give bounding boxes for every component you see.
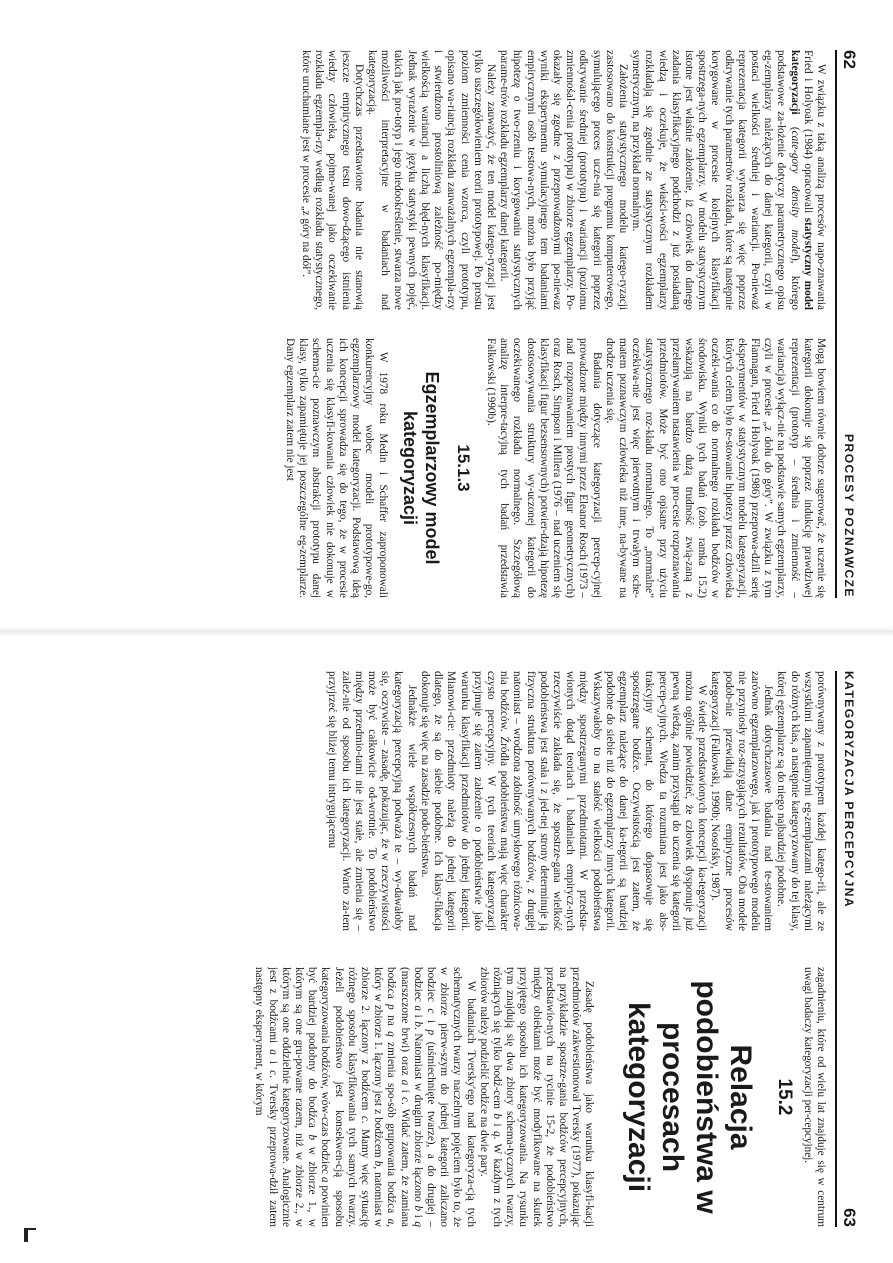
paragraph: Zasadę podobieństwa jako warunku klasyfi-kacji przedmiotów zakwestionował Tversky (1977), pokazując na przykładzie spostrze-gania bodźców percepcyjnych, przedstawio-nych na rycinie 15-2, że podobieństwo między obiektami może być modyfikowane na skutek przyjętego sposobu ich kategoryzowania. Na rysunku tym znajdują się dwa zbiory schema-tycznych twarzy, różniących się tylko bodź-cem b i q. W każdym z tych zbiorów należy podzielić bodźce na dwie pary. [477, 967, 596, 1227]
section-number: 15.2 [773, 1078, 795, 1116]
left-page-column-2 [21, 338, 827, 598]
running-title-left: PROCESY POZNAWCZE [842, 434, 856, 598]
paragraph: porównywany z prototypem każdej katego-rii, ale ze wszystkimi zapamiętanymi eg-zemplarzami należącymi do różnych klas, a następnie kategoryzowany do tej klasy, której egzemplarze są do niego najbardziej podobne. [775, 671, 827, 931]
running-title-right: KATEGORYZACJA PERCEPCYJNA [842, 671, 856, 909]
section-heading [621, 967, 795, 1227]
right-page-column-1 [21, 671, 827, 931]
right-page [0, 637, 893, 1263]
paragraph: W związku z taką analizą procesów napo-znawania Fried i Holyoak (1984) opracowali statystyczny model kategoryzacji (cate-gory density model), którego podstawowe za-łożenie dotyczy parametrycznego opisu eg-zemplarzy należących do danej kategorii, czyli w postaci wielkości średniej i wariancji. Po-nieważ reprezentacja kategorii wytwarza się więc poprzez odkrywanie tych parametrów rozkładu, które są następnie korygowane w procesie kolejnych klasyfikacji spostrzega-nych egzemplarzy. W modelu statystycznym istotne jest właśnie założenie, iż człowiek do danego zadania klasyfikacyjnego podchodzi z już posiadaną wiedzą i oczekuje, że właści-wości egzemplarzy rozkładają się zgodnie ze statystycznym rozkładem symetrycznym, na przykład normalnym. [630, 50, 827, 310]
section-title: Relacja podobieństwa w procesach kategoryzacji [622, 980, 758, 1214]
right-page-column-2 [21, 967, 827, 1227]
paragraph: Dotychczas przedstawione badania nie stanowią jeszcze empirycznego testu dowo-dzącego istnienia wiedzy człowieka, pojmo-wanej jako oczekiwanie rozkładu egzempla-rzy według rozkładu statystycznego, które uruchamiane jest w procesie „z góry na dół”. [300, 50, 365, 310]
scan-artifact [24, 1228, 28, 1242]
page-number-left: 62 [840, 50, 859, 69]
paragraph: Badania dotyczące kategoryzacji percep-cyjnej prowadzone między innymi przez Eleanor Rosch (1973 – nad rozpoznawaniem prostych figur geometrycznych) oraz Rosch, Simpson i Millera (1976 – nad uczeniem się klasyfikacji figur bezsensownych) potwier-dzają hipotezę dostosowywania struktury wy-uczonej kategorii do oczekiwanego rozkładu normalnego. Szczegółową analizę interpre-tacyjną tych badań przedstawia Falkowski (1990b). [484, 338, 603, 598]
paragraph: Założenia statystycznego modelu katego-ryzacji zastosowano do konstrukcji programu komputerowego, symulującego proces ucze-nia się kategorii poprzez odkrywanie średniej (prototypu) i wariancji (poziomu zmiennośal-cenia prototypu) w zbiorze egzemplarzy. Po-okazały się zgodne z przeprowadzonymi po-niewaz wyniki eksperymentu symulacyjnego tem badaniami empirycznymi osób testowa-nych, można było przyjąć hipotezę o two-rzeniu i korygowaniu statystycznych parame-trów rozkładu egzemplarzy danej kategorii. [498, 50, 629, 310]
running-head-left [835, 50, 859, 598]
paragraph: Mogą bowiem równie dobrze sugerować, że uczenie się kategorii dokonuje się poprzez indukcję prawdziwej reprezentacji (prototyp – średnia i zmienność – wariancja) wyłącz-nie na podstawie samych egzemplarzy, czyli w procesie „z dołu do góry”. W związku z tym Flannagan, Fried i Holyoak (1986) przeprowa-dzili serię eksperymentów w statystycznym modelu kategoryzacji, których celem było te-stowanie hipotezy przez człowieka oczeki-wania co do normalnego rozkładu bodźców w środowisku. Wyniki tych badań (zob. ramka 15.2) wskazują na bardzo dużą trudność zwią-zaną z przełamywaniem nastawienia w pro-cesie rozpoznawania przedmiotów. Może być ono opisane przy użyciu statystycznego roz-kładu normalnego. To „normalne” oczekiwa-nie jest więc pierwotnym i trwałym sche-matem poznawczym człowieka niż inne, na-bywane na drodze uczenia się. [603, 338, 827, 598]
left-page-column-1 [21, 50, 827, 310]
paragraph: zagadnieniu, które od wielu lat znajduje się w centrum uwagi badaczy kategoryzacji per-cepcyjnej. [801, 967, 827, 1227]
paragraph: W 1978 roku Medin i Schaffer zaproponowali konkurencyjny wobec modeli prototypowe-go, egzemplarzowy model kategoryzacji. Podstawową ideą ich koncepcji sprowadza się do tego, że w procesie uczenia się klasyfi-kowania człowiek nie dokonuje w schema-cie poznawczym abstrakcji prototypu danej klasy, tylko zapamiętuje jej poszczególne eg-zemplarze. Dany egzemplarz zatem nie jest [284, 338, 389, 598]
page-number-right: 63 [840, 1208, 859, 1227]
paragraph: W badaniach Tversky'ego nad kategoryza-cją tych schematycznych twarzy naczelnym pojęciem było to, że w zbiorze pierw-szym do jednej kategorii zaliczano bodziec c i p (uśmiechnięte twarze), a do drugiej – bodziec a i b. Natomiast w drugim zbiorze łączono b i q (marszczone brwi) oraz a i c. Widać zatem, że zamiana bodźca p na q zmienia spo-sób grupowania bodźca a, który w zbiorze 1. łączony jest z bodźcem b, natomiast w zbiorze 2. łączony z bodźcem c. Mamy więc sytuację różnego sposobu klasyfikowania tych samych twarzy. Jeżeli podobieństwo jest konsekwen-cją sposobu kategoryzowania bodźców, wów-czas bodziec a powinien być bardziej podobny do bodźca b w zbiorze 1., w którym są one gru-powane razem, niż w zbiorze 2., w którym są one oddzielnie kategoryzowane. Analogicznie jest z bodźcami a i c. Tversky przeprowa-dził zatem następny eksperyment, w którym [253, 967, 477, 1227]
running-head-right [835, 671, 859, 1227]
paragraph: W świetle przedstawionych koncepcji ka-tegoryzacji można ogólnie powiedzieć, że człowiek dysponuje już pewną wiedzą, zanim przystąpi do uczenia się kategorii percep-cyjnych. Wiedza ta rozumiana jest jako abs-trakcyjny schemat, do którego dopasowuje się spostrzegane bodźce. Oczywistością jest zatem, że egzemplarz należące do danej ka-tegorii są bardziej podobne do siebie niż do egzemplarzy innych kategorii. Wskazywałoby to na stałość wielkości podobieństwa między spostrzeganymi przedmiotami. W przedsta-wionych dotąd teoriach i badaniach empirycz-nych rzeczywiście zakłada się, że spostrze-gana wielkość podobieństwa jest stała i z jed-nej strony determinuje ją fizyczna struktura porównywanych bodźców, z drugiej natomiast – wrodzona zdolność umysłowego różnicowa-nia bodźców. Źródła podobieństwa mają więc charakter czysto percepcyjny. W tych teoriach kategoryzacji przyjmuje się zatem założenie o podobieństwie jako warunku klasyfikacji przedmiotów do jednej kategorii. Mianowi-cie: przedmioty należą do jednej kategorii dlatego, że są do siebie podobne. Ich klasy-fikacja dokonuje się więc na zasadzie podo-bieństwa. [418, 671, 709, 931]
book-gutter [0, 626, 893, 637]
section-number: 15.1.3 [453, 444, 473, 492]
paragraph: Należy zauważyć, że ten model katego-ryzacji jest tylko uszczegółowieniem teorii prototypowej. Po prostu poziom zmienności cenia wzorca, czyli prototypu, opisano wa-riancją rozkładu zauważalnych egzempla-rzy i stwierdzono prostoliniową zależność po-między wielkością wariancji a liczbą błęd-nych klasyfikacji. Jednak wyrażenie w języku statystyki pewnych pojęć, takich jak pro-totyp i jego niedookreślenie, stwarza nowe możliwości interpretacyjne w badaniach nad kategoryzacją. [366, 50, 497, 310]
paragraph: Jednak dotychczasowe badania nad te-stowaniem zarówno egzemplarzowego, jak i prototypowego modelu nie przyniosły roz-strzygających rezultatów. Oba modele podob-nie przewidują dane empiryczne procesów kategoryzacji (Falkowski, 1990b; Nosofsky, 1987). [709, 671, 775, 931]
left-page [0, 0, 893, 626]
section-title: Egzemplarzowy model kategoryzacji [399, 371, 442, 565]
scan-artifact [24, 1228, 36, 1230]
paragraph: Jednakże wiele współczesnych badań nad kategoryzacją percepcyjną podważa te – wy-dawałoby się, oczywiste – zasadę, pokazując, że w rzeczywistości może być całkowicie od-wrotnie. To podobieństwo między przedmio-tami nie jest stałe, ale zmienia się – zależ-nie od sposobu ich kategoryzacji. Warto za-tem przyjrzeć się bliżej temu intrygującemu [326, 671, 418, 931]
section-heading [399, 338, 473, 598]
